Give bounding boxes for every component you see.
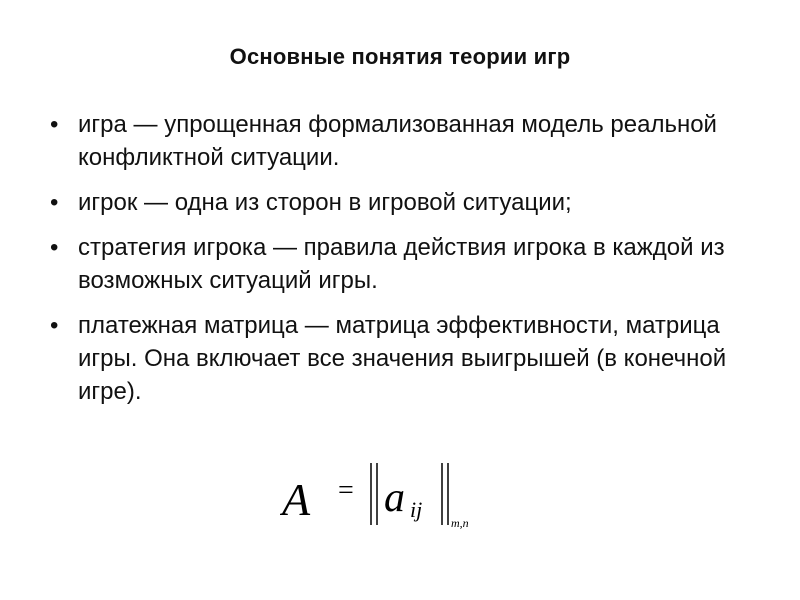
formula-norm-subscript: m,n	[451, 516, 469, 530]
bullet-list	[50, 108, 770, 420]
bullet-icon: •	[50, 189, 59, 216]
bullet-text: стратегия игрока — правила действия игрока в каждой из возможных ситуаций игры.	[78, 234, 725, 294]
bullet-text: платежная матрица — матрица эффективности, матрица игры. Она включает все значения выигрышей (в конечной игре).	[78, 312, 727, 405]
bullet-item-game	[50, 108, 770, 174]
bullet-text: игра — упрощенная формализованная модель реальной конфликтной ситуации.	[78, 111, 717, 171]
formula-element: a	[384, 475, 405, 521]
formula-lhs: A	[282, 474, 311, 525]
formula-element-subscript: ij	[410, 497, 423, 522]
bullet-icon: •	[50, 234, 59, 261]
bullet-text: игрок — одна из сторон в игровой ситуации;	[78, 189, 572, 216]
slide-title: Основные понятия теории игр	[229, 44, 571, 69]
bullet-icon: •	[50, 111, 59, 138]
bullet-item-strategy	[50, 231, 770, 297]
matrix-formula	[280, 455, 520, 545]
bullet-icon: •	[50, 312, 59, 339]
bullet-item-player	[50, 186, 770, 219]
bullet-item-payoff-matrix	[50, 309, 770, 408]
formula-equals: =	[338, 475, 354, 506]
